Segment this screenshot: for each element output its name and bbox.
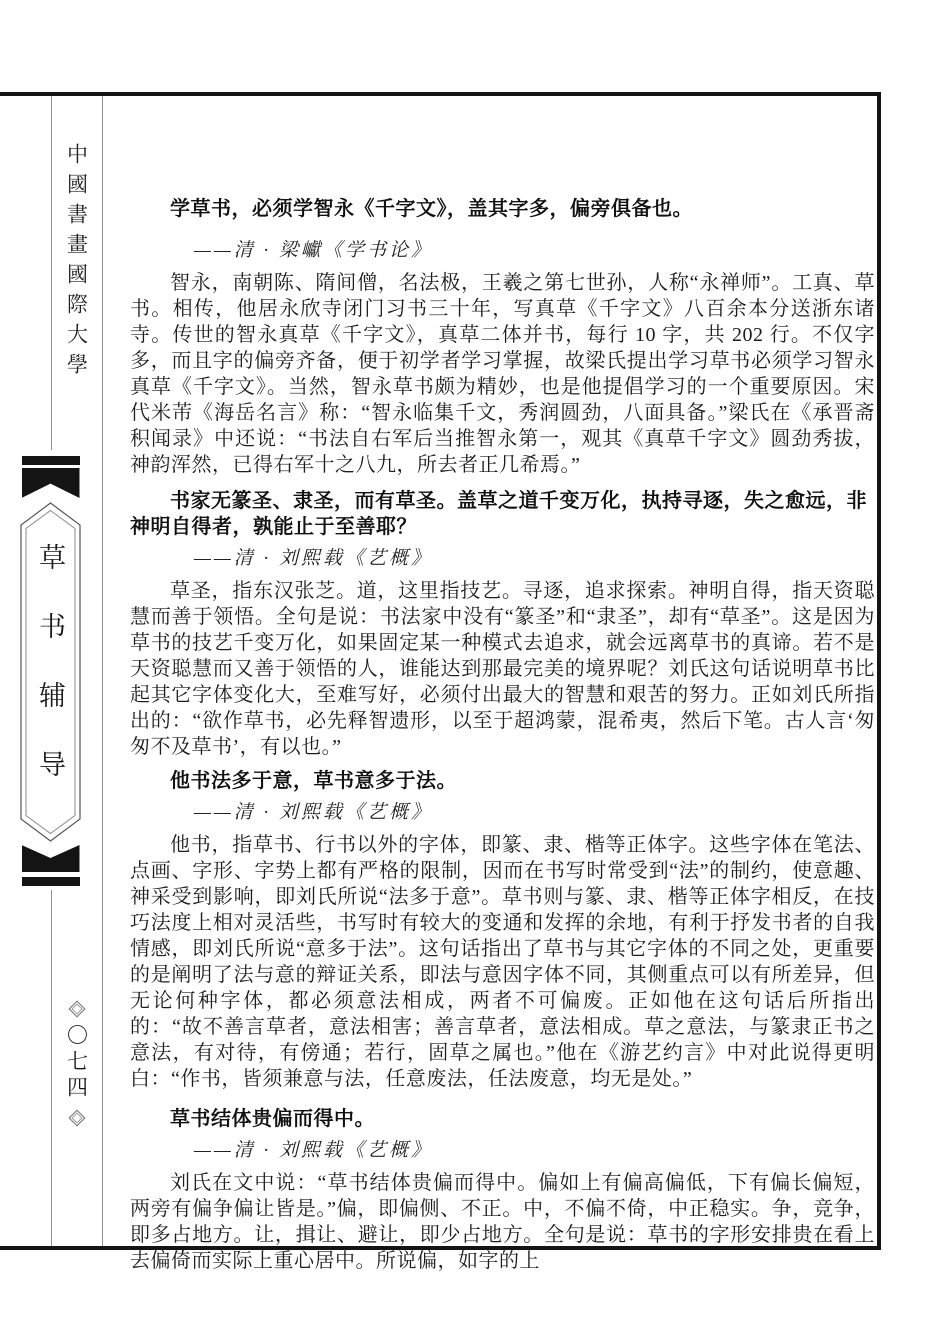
diamond-ornament-icon bbox=[68, 1110, 85, 1127]
sidebar-university-title-wrap bbox=[51, 143, 102, 383]
folio-block bbox=[51, 1003, 102, 1124]
sidebar-rule-right bbox=[102, 96, 103, 1246]
quote-attribution: ——清 · 刘熙载《艺概》 bbox=[194, 802, 434, 823]
main-text-column bbox=[130, 0, 875, 1274]
banner-bottom-ribbon-icon bbox=[22, 845, 80, 872]
quote-heading: 书家无篆圣、隶圣，而有草圣。盖草之道千变万化，执持寻逐，失之愈远，非神明自得者，孰能止于至善耶？ bbox=[130, 490, 867, 538]
book-title: 草书辅导 bbox=[35, 543, 65, 819]
quote-attribution: ——清 · 刘熙载《艺概》 bbox=[194, 1140, 434, 1161]
quote-heading: 学草书，必须学智永《千字文》，盖其字多，偏旁俱备也。 bbox=[170, 198, 693, 220]
commentary-paragraph: 刘氏在文中说：“草书结体贵偏而得中。偏如上有偏高偏低，下有偏长偏短，两旁有偏争偏让皆是。”偏，即偏侧、不正。中，不偏不倚，中正稳实。争，竞争，即多占地方。让，揖让、避让，即少占地方。全句是说：草书的字形安排贵在看上去偏倚而实际上重心居中。所说偏，如字的上 bbox=[130, 1172, 875, 1272]
banner-bottom-bar bbox=[22, 877, 80, 886]
banner-top-ribbon-icon bbox=[22, 468, 80, 498]
quote-attribution: ——清 · 梁巘《学书论》 bbox=[194, 240, 434, 261]
quote-heading: 草书结体贵偏而得中。 bbox=[170, 1108, 375, 1130]
diamond-ornament-icon bbox=[68, 1001, 85, 1018]
commentary-paragraph: 草圣，指东汉张芝。道，这里指技艺。寻逐，追求探索。神明自得，指天资聪慧而善于领悟。全句是说：书法家中没有“篆圣”和“隶圣”，却有“草圣”。这是因为草书的技艺千变万化，如果固定某一种模式去追求，就会远离草书的真谛。若不是天资聪慧而又善于领悟的人，谁能达到那最完美的境界呢？刘氏这句话说明草书比起其它字体变化大，至难写好，必须付出最大的智慧和艰苦的努力。正如刘氏所指出的：“欲作草书，必先释智遗形，以至于超鸿蒙，混希夷，然后下笔。古人言‘匆匆不及草书’，有以也。” bbox=[130, 580, 875, 758]
quote-heading: 他书法多于意，草书意多于法。 bbox=[170, 770, 457, 792]
commentary-paragraph: 智永，南朝陈、隋间僧，名法极，王羲之第七世孙，人称“永禅师”。工真、草书。相传，他居永欣寺闭门习书三十年，写真草《千字文》八百余本分送浙东诸寺。传世的智永真草《千字文》，真草二体并书，每行 10 字，共 202 行。不仅字多，而且字的偏旁齐备，便于初学者学习掌握，故梁氏提出学习草书必须学习智永真草《千字文》。当然，智永草书颇为精妙，也是他提倡学习的一个重要原因。宋代米芾《海岳名言》称：“智永临集千文，秀润圆劲，八面具备。”梁氏在《承晋斋积闻录》中还说：“书法自右军后当推智永第一，观其《真草千字文》圆劲秀拔，神韵浑然，已得右军十之八九，所去者正几希焉。” bbox=[130, 272, 875, 476]
banner-hexagon-cartouche bbox=[20, 502, 81, 842]
book-title-banner bbox=[20, 450, 81, 890]
commentary-paragraph: 他书，指草书、行书以外的字体，即篆、隶、楷等正体字。这些字体在笔法、点画、字形、字势上都有严格的限制，因而在书写时常受到“法”的制约，使意趣、神采受到影响，即刘氏所说“法多于意”。草书则与篆、隶、楷等正体字相反，在技巧法度上相对灵活些，书写时有较大的变通和发挥的余地，有利于抒发书者的自我情感，即刘氏所说“意多于法”。这句话指出了草书与其它字体的不同之处，更重要的是阐明了法与意的辩证关系，即法与意因字体不同，其侧重点可以有所差异，但无论何种字体，都必须意法相成，两者不可偏废。正如他在这句话后所指出的：“故不善言草者，意法相害；善言草者，意法相成。草之意法，与篆隶正书之意法，有对待，有傍通；若行，固草之属也。”他在《游艺约言》中对此说得更明白：“作书，皆须兼意与法，任意废法，任法废意，均无是处。” bbox=[130, 834, 875, 1090]
quote-attribution: ——清 · 刘熙载《艺概》 bbox=[194, 548, 434, 569]
folio-number: 〇七四 bbox=[64, 1024, 89, 1102]
university-title: 中國書畫國際大學 bbox=[64, 143, 89, 383]
banner-top-bar bbox=[22, 456, 80, 465]
